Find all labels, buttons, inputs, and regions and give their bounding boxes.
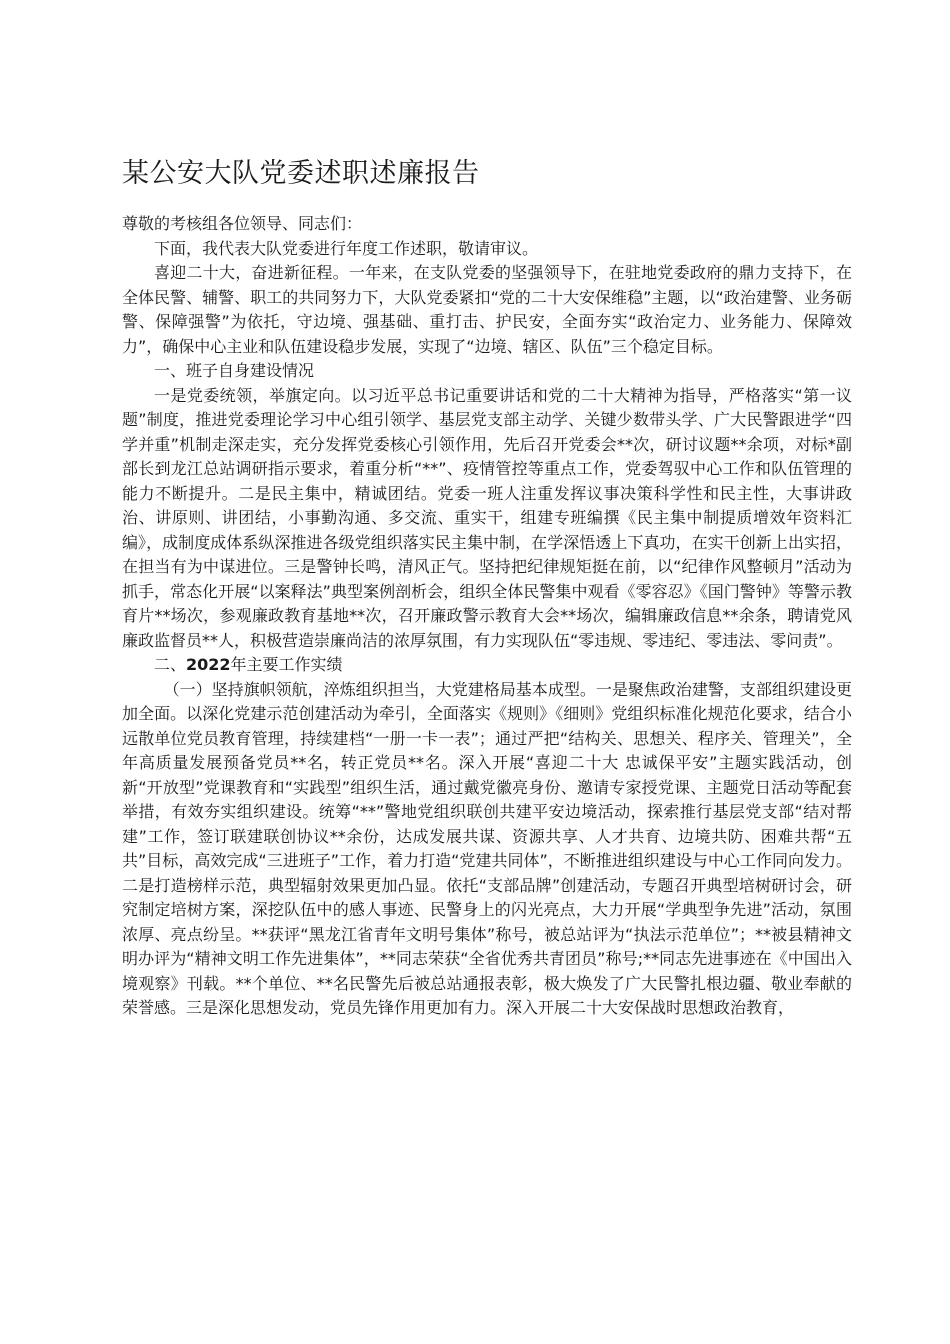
intro-paragraph: 下面，我代表大队党委进行年度工作述职，敬请审议。	[154, 238, 539, 258]
document-body	[122, 212, 852, 1021]
overview-paragraph: 喜迎二十大，奋进新征程。一年来，在支队党委的坚强领导下，在驻地党委政府的鼎力支持下，在全体民警、辅警、职工的共同努力下，大队党委紧扣“党的二十大安保维稳”主题，以“政治建警、业务砺警、保障强警”为依托，守边境、强基础、重打击、护民安，全面夯实“政治定力、业务能力、保障效力”，确保中心主业和队伍建设稳步发展，实现了“边境、辖区、队伍”三个稳定目标。	[122, 263, 852, 356]
section-2-heading	[122, 653, 852, 678]
section-2-heading-prefix: 二、	[154, 655, 187, 674]
document-title: 某公安大队党委述职述廉报告	[122, 158, 480, 189]
section-2-heading-suffix: 年主要工作实绩	[230, 655, 343, 674]
salutation: 尊敬的考核组各位领导、同志们：	[122, 214, 363, 233]
section-2-body: （一）坚持旗帜领航，淬炼组织担当，大党建格局基本成型。一是聚焦政治建警，支部组织建设更加全面。以深化党建示范创建活动为牵引，全面落实《规则》《细则》党组织标准化规范化要求，结合小远散单位党员教育管理，持续建档“一册一卡一表”；通过严把“结构关、思想关、程序关、管理关”，全年高质量发展预备党员**名，转正党员**名。深入开展“喜迎二十大 忠诚保平安”主题实践活动，创新“开放型”党课教育和“实践型”组织生活，通过戴党徽亮身份、邀请专家授党课、主题党日活动等配套举措，有效夯实组织建设。统筹“**”警地党组织联创共建平安边境活动，探索推行基层党支部“结对帮建”工作，签订联建联创协议**余份，达成发展共谋、资源共享、人才共育、边境共防、困难共帮“五共”目标，高效完成“三进班子”工作，着力打造“党建共同体”，不断推进组织建设与中心工作同向发力。二是打造榜样示范，典型辐射效果更加凸显。依托“支部品牌”创建活动，专题召开典型培树研讨会，研究制定培树方案，深挖队伍中的感人事迹、民警身上的闪光亮点，大力开展“学典型争先进”活动，氛围浓厚、亮点纷呈。**获评“黑龙江省青年文明号集体”称号，被总站评为“执法示范单位”；**被县精神文明办评为“精神文明工作先进集体”，**同志荣获“全省优秀共青团员”称号;**同志先进事迹在《中国出入境观察》刊载。**个单位、**名民警先后被总站通报表彰，极大焕发了广大民警扎根边疆、敬业奉献的荣誉感。三是深化思想发动，党员先锋作用更加有力。深入开展二十大安保战时思想政治教育，	[122, 679, 852, 1017]
section-1-heading: 一、班子自身建设情况	[154, 361, 315, 380]
section-1-body: 一是党委统领，举旗定向。以习近平总书记重要讲话和党的二十大精神为指导，严格落实“第一议题”制度，推进党委理论学习中心组引领学、基层党支部主动学、关键少数带头学、广大民警跟进学“四学并重”机制走深走实，充分发挥党委核心引领作用，先后召开党委会**次，研讨议题**余项，对标*副部长到龙江总站调研指示要求，着重分析“**”、疫情管控等重点工作，党委驾驭中心工作和队伍管理的能力不断提升。二是民主集中，精诚团结。党委一班人注重发挥议事决策科学性和民主性，大事讲政治、讲原则、讲团结，小事勤沟通、多交流、重实干，组建专班编撰《民主集中制提质增效年资料汇编》，成制度成体系纵深推进各级党组织落实民主集中制，在学深悟透上下真功，在实干创新上出实招，在担当有为中谋进位。三是警钟长鸣，清风正气。坚持把纪律规矩挺在前，以“纪律作风整顿月”活动为抓手，常态化开展“以案释法”典型案例剖析会，组织全体民警集中观看《零容忍》《国门警钟》等警示教育片**场次，参观廉政教育基地**次，召开廉政警示教育大会**场次，编辑廉政信息**余条，聘请党风廉政监督员**人，积极营造崇廉尚洁的浓厚氛围，有力实现队伍“零违规、零违纪、零违法、零问责”。	[122, 385, 852, 650]
section-2-heading-year: 2022	[186, 655, 231, 674]
